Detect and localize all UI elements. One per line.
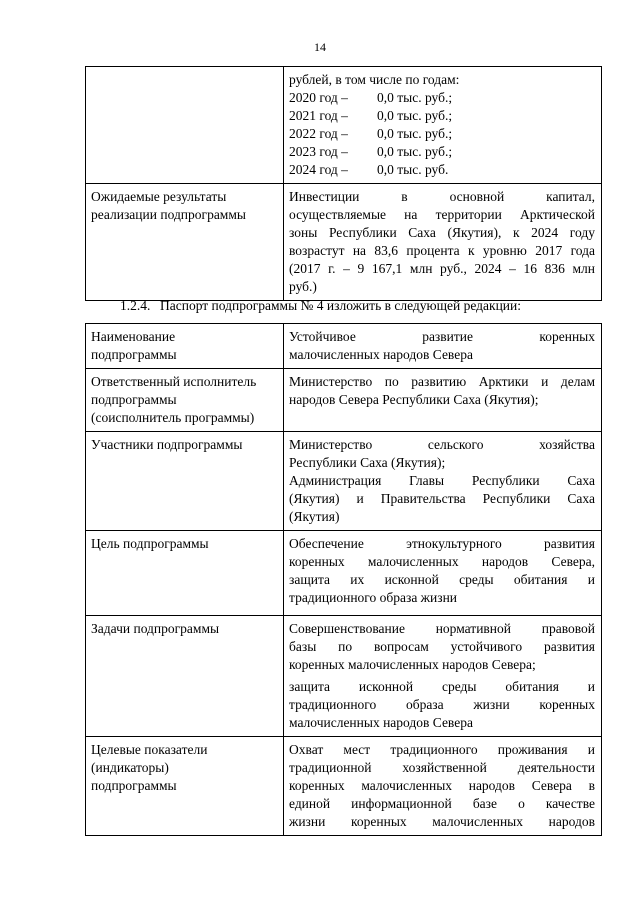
row-value-cell: Совершенствование нормативной правовой базы по вопросам устойчивого развития коренных малочисленных народов Севера; защита исконной среды обитания и традиционного образа жизни коренных малочисленных народов Севера xyxy=(284,616,602,737)
subprogram-4-passport-table xyxy=(85,323,602,836)
table-row xyxy=(86,616,602,737)
row-label-cell: Ответственный исполнитель подпрограммы (соисполнитель программы) xyxy=(86,369,284,432)
table-row-expected-results xyxy=(86,184,602,301)
section-heading: 1.2.4. Паспорт подпрограммы № 4 изложить в следующей редакции: xyxy=(120,298,522,313)
table-row xyxy=(86,432,602,531)
row-label-cell: Задачи подпрограммы xyxy=(86,616,284,737)
row-label-cell: Участники подпрограммы xyxy=(86,432,284,531)
funding-year-row: 2024 год – 0,0 тыс. руб. xyxy=(289,162,449,177)
table-row xyxy=(86,531,602,616)
table-row xyxy=(86,737,602,836)
row-label-cell: Наименование подпрограммы xyxy=(86,324,284,369)
funding-label-cell xyxy=(86,67,284,184)
funding-year-row: 2020 год – 0,0 тыс. руб.; xyxy=(289,90,453,105)
table-row-funding xyxy=(86,67,602,184)
results-value-cell: Инвестиции в основной капитал, осуществляемые на территории Арктической зоны Республики Саха (Якутия), к 2024 году возрастут на 83,6 процента к уровню 2017 года (2017 г. – 9 167,1 млн руб., 2024 – 16 836 млн руб.) xyxy=(284,184,602,301)
funding-year-row: 2023 год – 0,0 тыс. руб.; xyxy=(289,144,453,159)
row-value-cell: Устойчивое развитие коренных малочисленных народов Севера xyxy=(284,324,602,369)
row-value-cell: Обеспечение этнокультурного развития коренных малочисленных народов Севера, защита их исконной среды обитания и традиционного образа жизни xyxy=(284,531,602,616)
table-row xyxy=(86,324,602,369)
row-value-cell: Министерство сельского хозяйства Республики Саха (Якутия); Администрация Главы Республики Саха (Якутия) и Правительства Республики Саха (Якутия) xyxy=(284,432,602,531)
funding-year-row: 2022 год – 0,0 тыс. руб.; xyxy=(289,126,453,141)
row-value-cell: Министерство по развитию Арктики и делам народов Севера Республики Саха (Якутия); xyxy=(284,369,602,432)
table-row xyxy=(86,369,602,432)
row-value-cell: Охват мест традиционного проживания и традиционной хозяйственной деятельности коренных малочисленных народов Севера в единой информационной базе о качестве жизни коренных малочисленных народов xyxy=(284,737,602,836)
funding-year-row: 2021 год – 0,0 тыс. руб.; xyxy=(289,108,453,123)
funding-value-cell xyxy=(284,67,602,184)
passport-table-continued xyxy=(85,66,602,301)
results-label-cell: Ожидаемые результаты реализации подпрограммы xyxy=(86,184,284,301)
page-number: 14 xyxy=(314,40,326,54)
row-label-cell: Цель подпрограммы xyxy=(86,531,284,616)
row-label-cell: Целевые показатели (индикаторы) подпрограммы xyxy=(86,737,284,836)
funding-intro: рублей, в том числе по годам: xyxy=(289,72,460,87)
